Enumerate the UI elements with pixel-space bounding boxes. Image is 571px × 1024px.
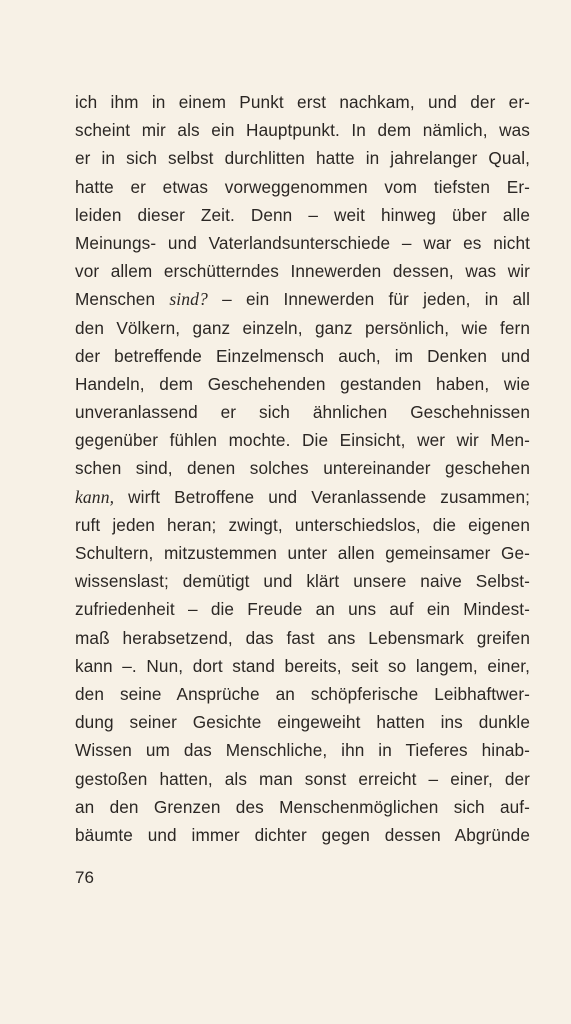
text-line xyxy=(75,314,530,342)
text-line-segment: gestoßen hatten, als man sonst erreicht – einer, der xyxy=(75,768,530,789)
text-line-segment: der betreffende Einzelmensch auch, im Denken und xyxy=(75,345,530,366)
text-line xyxy=(75,624,530,652)
text-line xyxy=(75,765,530,793)
text-line xyxy=(75,144,530,172)
text-line xyxy=(75,708,530,736)
text-line xyxy=(75,539,530,567)
text-line xyxy=(75,398,530,426)
text-line-segment: er in sich selbst durchlitten hatte in jahrelanger Qual, xyxy=(75,148,530,169)
body-text xyxy=(75,88,530,849)
text-line-segment: ruft jeden heran; zwingt, unterschiedslos, die eigenen xyxy=(75,514,530,535)
text-line-segment: vor allem erschütterndes Innewerden dessen, was wir xyxy=(75,261,530,282)
text-line-segment: kann –. Nun, dort stand bereits, seit so langem, einer, xyxy=(75,655,530,676)
text-line xyxy=(75,116,530,144)
text-line xyxy=(75,483,530,511)
text-line-segment: wirft Betroffene und Veranlassende zusammen; xyxy=(114,486,530,507)
text-line xyxy=(75,454,530,482)
text-line xyxy=(75,285,530,313)
text-line xyxy=(75,201,530,229)
text-line-segment: gegenüber fühlen mochte. Die Einsicht, wer wir Men- xyxy=(75,430,530,451)
text-line xyxy=(75,595,530,623)
text-line-segment: leiden dieser Zeit. Denn – weit hinweg über alle xyxy=(75,204,530,225)
emphasized-word: kann, xyxy=(75,486,115,507)
text-line-segment: scheint mir als ein Hauptpunkt. In dem nämlich, was xyxy=(75,120,530,141)
text-line-segment: Wissen um das Menschliche, ihn in Tieferes hinab- xyxy=(75,740,530,761)
text-line-segment: dung seiner Gesichte eingeweiht hatten ins dunkle xyxy=(75,712,530,733)
text-line-segment: bäumte und immer dichter gegen dessen Abgründe xyxy=(75,824,530,845)
text-line xyxy=(75,652,530,680)
text-line xyxy=(75,342,530,370)
text-line-segment: den seine Ansprüche an schöpferische Leibhaftwer- xyxy=(75,683,530,704)
text-line-segment: maß herabsetzend, das fast ans Lebensmark greifen xyxy=(75,627,530,648)
text-line xyxy=(75,88,530,116)
text-line-segment: hatte er etwas vorweggenommen vom tiefsten Er- xyxy=(75,176,530,197)
text-line-segment: an den Grenzen des Menschenmöglichen sich auf- xyxy=(75,796,530,817)
text-line-segment: wissenslast; demütigt und klärt unsere naive Selbst- xyxy=(75,571,530,592)
text-line-segment: Schultern, mitzustemmen unter allen gemeinsamer Ge- xyxy=(75,543,530,563)
text-line xyxy=(75,680,530,708)
text-line-segment: Handeln, dem Geschehenden gestanden haben, wie xyxy=(75,373,530,394)
text-line xyxy=(75,567,530,595)
text-line xyxy=(75,257,530,285)
text-line-segment: den Völkern, ganz einzeln, ganz persönlich, wie fern xyxy=(75,317,530,338)
text-line xyxy=(75,821,530,849)
text-line-segment: schen sind, denen solches untereinander geschehen xyxy=(75,458,530,479)
text-line xyxy=(75,229,530,257)
text-line-segment: unveranlassend er sich ähnlichen Geschehnissen xyxy=(75,402,530,423)
text-line xyxy=(75,426,530,454)
text-line-segment: – ein Innewerden für jeden, in all xyxy=(207,289,530,310)
text-line xyxy=(75,173,530,201)
text-line xyxy=(75,511,530,539)
text-line-segment: Meinungs- und Vaterlandsunterschiede – war es nicht xyxy=(75,232,530,253)
emphasized-word: sind? xyxy=(169,289,208,310)
text-line xyxy=(75,793,530,821)
text-line-segment: zufriedenheit – die Freude an uns auf ein Mindest- xyxy=(75,599,530,620)
text-line-segment: Menschen xyxy=(75,289,170,310)
text-line xyxy=(75,370,530,398)
text-line-segment: ich ihm in einem Punkt erst nachkam, und der er- xyxy=(75,92,530,112)
page-number: 76 xyxy=(75,868,94,887)
text-line xyxy=(75,736,530,764)
